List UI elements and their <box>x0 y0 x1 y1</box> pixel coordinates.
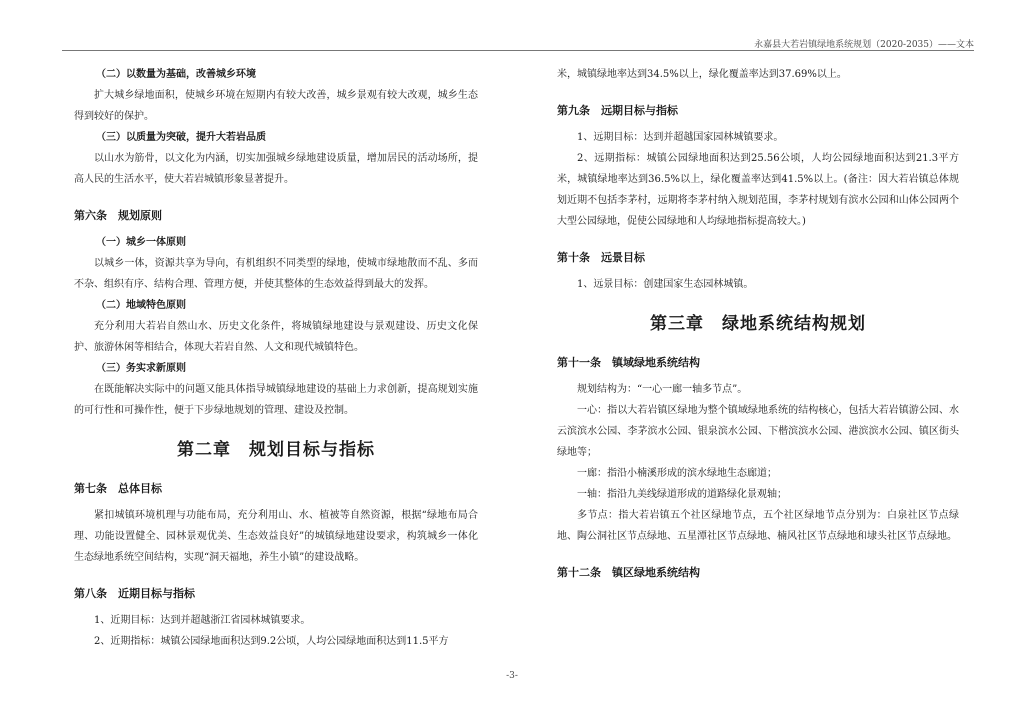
paragraph: 2、近期指标：城镇公园绿地面积达到9.2公顷，人均公园绿地面积达到11.5平方 <box>94 636 449 647</box>
paragraph: 1、近期目标：达到并超越浙江省园林城镇要求。 <box>94 615 311 626</box>
sub-heading: （三）务实求新原则 <box>96 363 186 374</box>
paragraph: 1、远景目标：创建国家生态园林城镇。 <box>577 279 754 290</box>
paragraph: 规划结构为：“一心一廊一轴多节点”。 <box>577 384 748 395</box>
chapter-heading: 第三章 绿地系统结构规划 <box>650 314 866 334</box>
article-heading: 第九条 远期目标与指标 <box>557 104 678 117</box>
article-heading: 第六条 规划原则 <box>74 209 162 222</box>
sub-heading: （二）地域特色原则 <box>96 300 186 311</box>
header-rule <box>62 50 974 51</box>
paragraph: 2、远期指标：城镇公园绿地面积达到25.56公顷，人均公园绿地面积达到21.3平方米，城镇绿地率达到36.5%以上，绿化覆盖率达到41.5%以上。(备注：因大若岩镇总体规划近期不包括李茅村，远期将李茅村纳入规划范围，李茅村规划有滨水公园和山体公园两个大型公园绿地，促使公园绿地和人均绿地指标提高较大。) <box>557 153 959 227</box>
left-column <box>74 64 478 652</box>
paragraph: 以山水为筋骨，以文化为内涵，切实加强城乡绿地建设质量，增加居民的活动场所，提高人民的生活水平，使大若岩城镇形象显著提升。 <box>74 153 478 185</box>
article-heading: 第八条 近期目标与指标 <box>74 587 195 600</box>
article-heading: 第十条 远景目标 <box>557 251 645 264</box>
sub-heading: （一）城乡一体原则 <box>96 237 186 248</box>
right-column <box>557 64 959 589</box>
paragraph: 多节点：指大若岩镇五个社区绿地节点，五个社区绿地节点分别为：白泉社区节点绿地、陶公洞社区节点绿地、五星潭社区节点绿地、楠风社区节点绿地和埭头社区节点绿地。 <box>557 510 959 542</box>
paragraph: 米，城镇绿地率达到34.5%以上，绿化覆盖率达到37.69%以上。 <box>557 69 847 80</box>
article-heading: 第十一条 镇域绿地系统结构 <box>557 356 700 369</box>
paragraph: 一轴：指沿九美线绿道形成的道路绿化景观轴； <box>577 489 787 500</box>
article-heading: 第七条 总体目标 <box>74 482 162 495</box>
paragraph: 扩大城乡绿地面积，使城乡环境在短期内有较大改善，城乡景观有较大改观，城乡生态得到较好的保护。 <box>74 90 478 122</box>
article-heading: 第十二条 镇区绿地系统结构 <box>557 566 700 579</box>
chapter-heading: 第二章 规划目标与指标 <box>177 440 375 460</box>
paragraph: 以城乡一体，资源共享为导向，有机组织不同类型的绿地，使城市绿地散而不乱、多而不杂、组织有序、结构合理、管理方便，并使其整体的生态效益得到最大的发挥。 <box>74 258 478 290</box>
sub-heading: （三）以质量为突破，提升大若岩品质 <box>96 132 266 143</box>
paragraph: 1、远期目标：达到并超越国家园林城镇要求。 <box>577 132 784 143</box>
page-number: -3- <box>506 671 518 681</box>
paragraph: 紧扣城镇环境机理与功能布局，充分利用山、水、植被等自然资源，根据“绿地布局合理、功能设置健全、园林景观优美、生态效益良好”的城镇绿地建设要求，构筑城乡一体化生态绿地系统空间结构，实现“洞天福地，养生小镇”的建设战略。 <box>74 510 478 563</box>
paragraph: 在既能解决实际中的问题又能具体指导城镇绿地建设的基础上力求创新，提高规划实施的可行性和可操作性，便于下步绿地规划的管理、建设及控制。 <box>74 384 478 416</box>
sub-heading: （二）以数量为基础，改善城乡环境 <box>96 69 256 80</box>
running-header: 永嘉县大若岩镇绿地系统规划（2020-2035）——文本 <box>754 40 974 50</box>
paragraph: 一心：指以大若岩镇区绿地为整个镇域绿地系统的结构核心，包括大若岩镇游公园、水云滨滨水公园、李茅滨水公园、银泉滨水公园、下楷滨滨水公园、港滨滨水公园、镇区街头绿地等； <box>557 405 959 458</box>
paragraph: 充分利用大若岩自然山水、历史文化条件，将城镇绿地建设与景观建设、历史文化保护、旅游休闲等相结合，体现大若岩自然、人文和现代城镇特色。 <box>74 321 478 353</box>
paragraph: 一廊：指沿小楠溪形成的滨水绿地生态廊道； <box>577 468 777 479</box>
